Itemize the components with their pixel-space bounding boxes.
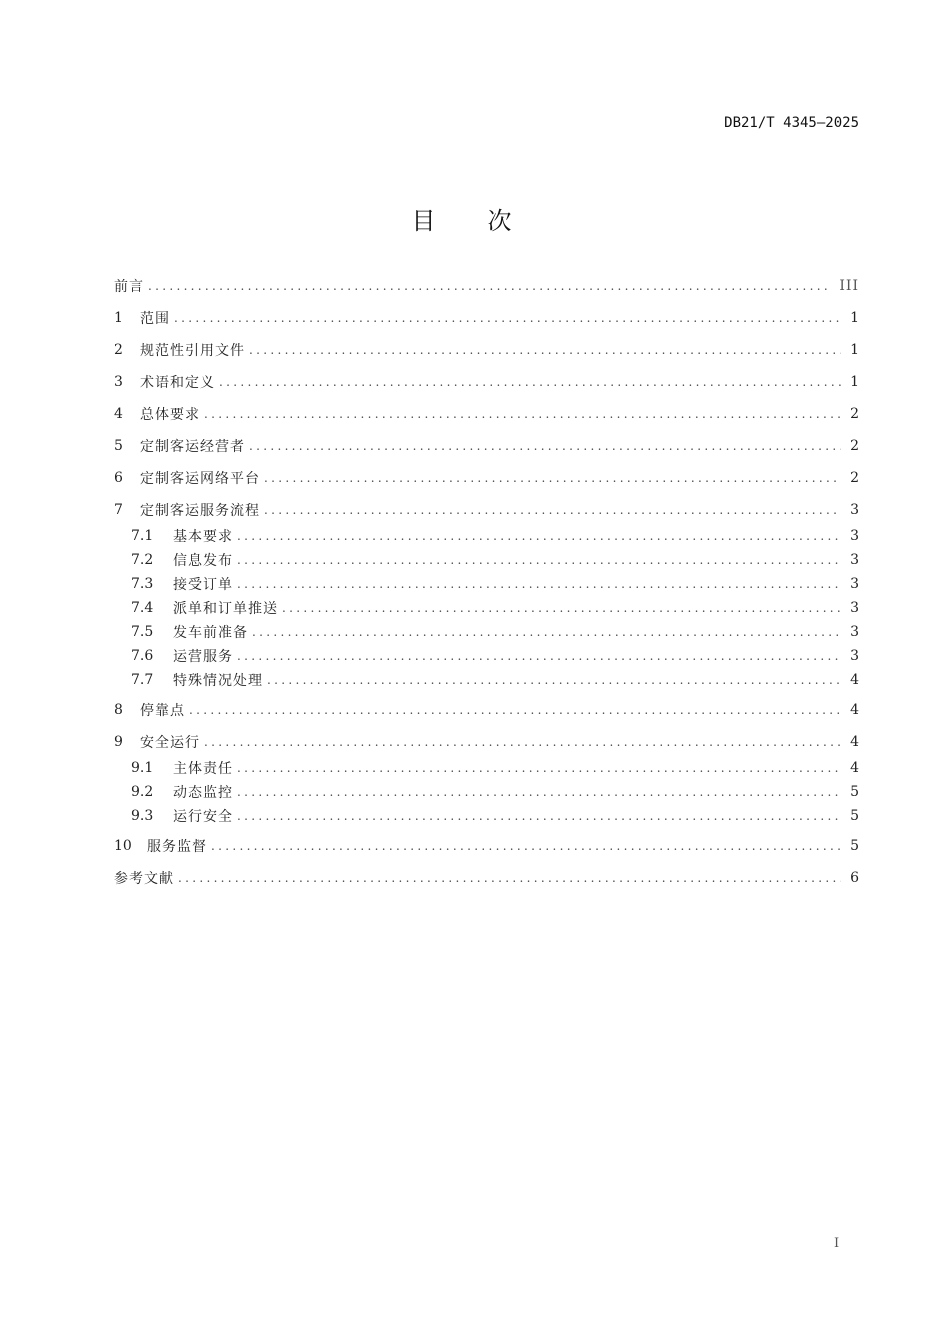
toc-entry-number: 5	[114, 438, 123, 454]
toc-entry-number: 6	[114, 470, 123, 486]
toc-entry[interactable]	[114, 306, 859, 330]
toc-entry[interactable]	[131, 596, 859, 620]
toc-entry-label: 派单和订单推送	[173, 601, 278, 617]
toc-entry-number: 10	[114, 838, 132, 854]
toc-entry-number: 7.6	[131, 648, 154, 664]
dot-leader	[237, 577, 841, 591]
dot-leader	[174, 311, 841, 325]
toc-entry-number: 7.2	[131, 552, 154, 568]
toc-entry-label: 安全运行	[140, 735, 200, 751]
toc-entry-label: 运行安全	[173, 809, 233, 825]
toc-entry[interactable]	[131, 620, 859, 644]
toc-entry[interactable]	[114, 434, 859, 458]
toc-entry-page: 1	[850, 374, 859, 390]
toc-entry[interactable]	[131, 780, 859, 804]
toc-entry-page: 3	[850, 528, 859, 544]
toc-entry-label: 发车前准备	[173, 625, 248, 641]
toc-entry-label: 规范性引用文件	[140, 343, 245, 359]
toc-entry-number: 8	[114, 702, 123, 718]
toc-entry[interactable]	[114, 498, 859, 522]
dot-leader	[267, 673, 841, 687]
toc-entry-label: 范围	[140, 311, 170, 327]
toc-entry-number: 9.3	[131, 808, 154, 824]
toc-entry-number: 9	[114, 734, 123, 750]
toc-entry-label: 动态监控	[173, 785, 233, 801]
toc-entry-number: 7.4	[131, 600, 154, 616]
toc-entry[interactable]	[131, 572, 859, 596]
toc-entry[interactable]	[114, 274, 859, 298]
toc-entry-page: 2	[850, 470, 859, 486]
dot-leader	[237, 649, 841, 663]
dot-leader	[282, 601, 841, 615]
toc-entry[interactable]	[114, 730, 859, 754]
toc-entry-page: 3	[850, 600, 859, 616]
dot-leader	[178, 871, 841, 885]
dot-leader	[249, 343, 841, 357]
toc-entry-number: 3	[114, 374, 123, 390]
toc-entry-label: 定制客运网络平台	[140, 471, 260, 487]
toc-entry[interactable]	[131, 668, 859, 692]
toc-entry[interactable]	[114, 402, 859, 426]
toc-entry-label: 术语和定义	[140, 375, 215, 391]
toc-entry-page: 5	[850, 808, 859, 824]
toc-entry[interactable]	[114, 370, 859, 394]
dot-leader	[237, 553, 841, 567]
toc-entry-label: 定制客运经营者	[140, 439, 245, 455]
toc-entry[interactable]	[131, 756, 859, 780]
toc-entry-label: 特殊情况处理	[173, 673, 263, 689]
dot-leader	[237, 809, 841, 823]
dot-leader	[211, 839, 841, 853]
dot-leader	[237, 785, 841, 799]
toc-entry-page: 3	[850, 648, 859, 664]
dot-leader	[148, 279, 829, 293]
toc-entry-page: 5	[850, 838, 859, 854]
toc-entry-page: III	[839, 278, 859, 294]
toc-entry-page: 4	[850, 702, 859, 718]
toc-entry[interactable]	[131, 548, 859, 572]
toc-entry-number: 4	[114, 406, 123, 422]
toc-entry-number: 9.1	[131, 760, 154, 776]
toc-entry-label: 信息发布	[173, 553, 233, 569]
toc-entry-number: 7.7	[131, 672, 154, 688]
toc-entry-label: 参考文献	[114, 871, 174, 887]
toc-entry-number: 2	[114, 342, 123, 358]
toc-entry[interactable]	[131, 804, 859, 828]
toc-entry-number: 7	[114, 502, 123, 518]
dot-leader	[249, 439, 841, 453]
toc-entry-number: 7.3	[131, 576, 154, 592]
toc-entry-number: 7.5	[131, 624, 154, 640]
toc-entry[interactable]	[114, 698, 859, 722]
toc-entry-page: 5	[850, 784, 859, 800]
toc-entry-label: 总体要求	[140, 407, 200, 423]
toc-entry-page: 3	[850, 624, 859, 640]
toc-entry-page: 4	[850, 672, 859, 688]
toc-entry-number: 1	[114, 310, 123, 326]
dot-leader	[237, 529, 841, 543]
page-title: 目次	[411, 207, 564, 235]
dot-leader	[219, 375, 841, 389]
toc-entry-label: 基本要求	[173, 529, 233, 545]
toc-entry[interactable]	[114, 338, 859, 362]
toc-entry-page: 4	[850, 760, 859, 776]
toc-entry-page: 4	[850, 734, 859, 750]
toc-entry-label: 接受订单	[173, 577, 233, 593]
dot-leader	[252, 625, 841, 639]
toc-entry-label: 定制客运服务流程	[140, 503, 260, 519]
dot-leader	[189, 703, 841, 717]
dot-leader	[237, 761, 841, 775]
toc-entry-label: 停靠点	[140, 703, 185, 719]
toc-entry-page: 3	[850, 552, 859, 568]
document-code: DB21/T 4345—2025	[724, 115, 859, 131]
toc-entry-page: 6	[850, 870, 859, 886]
toc-entry-page: 3	[850, 502, 859, 518]
toc-entry-number: 7.1	[131, 528, 154, 544]
dot-leader	[264, 503, 841, 517]
toc-entry-number: 9.2	[131, 784, 154, 800]
toc-entry-label: 主体责任	[173, 761, 233, 777]
toc-entry[interactable]	[131, 524, 859, 548]
toc-entry-label: 服务监督	[147, 839, 207, 855]
toc-entry-page: 2	[850, 438, 859, 454]
dot-leader	[204, 735, 841, 749]
toc-entry[interactable]	[114, 866, 859, 890]
dot-leader	[264, 471, 841, 485]
toc-entry-page: 3	[850, 576, 859, 592]
page-number: I	[834, 1236, 840, 1251]
dot-leader	[204, 407, 841, 421]
toc-entry-page: 1	[850, 342, 859, 358]
toc-entry-page: 1	[850, 310, 859, 326]
toc-entry-page: 2	[850, 406, 859, 422]
toc-entry[interactable]	[114, 466, 859, 490]
toc-entry-label: 前言	[114, 279, 144, 295]
toc-entry-label: 运营服务	[173, 649, 233, 665]
toc-entry[interactable]	[114, 834, 859, 858]
toc-entry[interactable]	[131, 644, 859, 668]
